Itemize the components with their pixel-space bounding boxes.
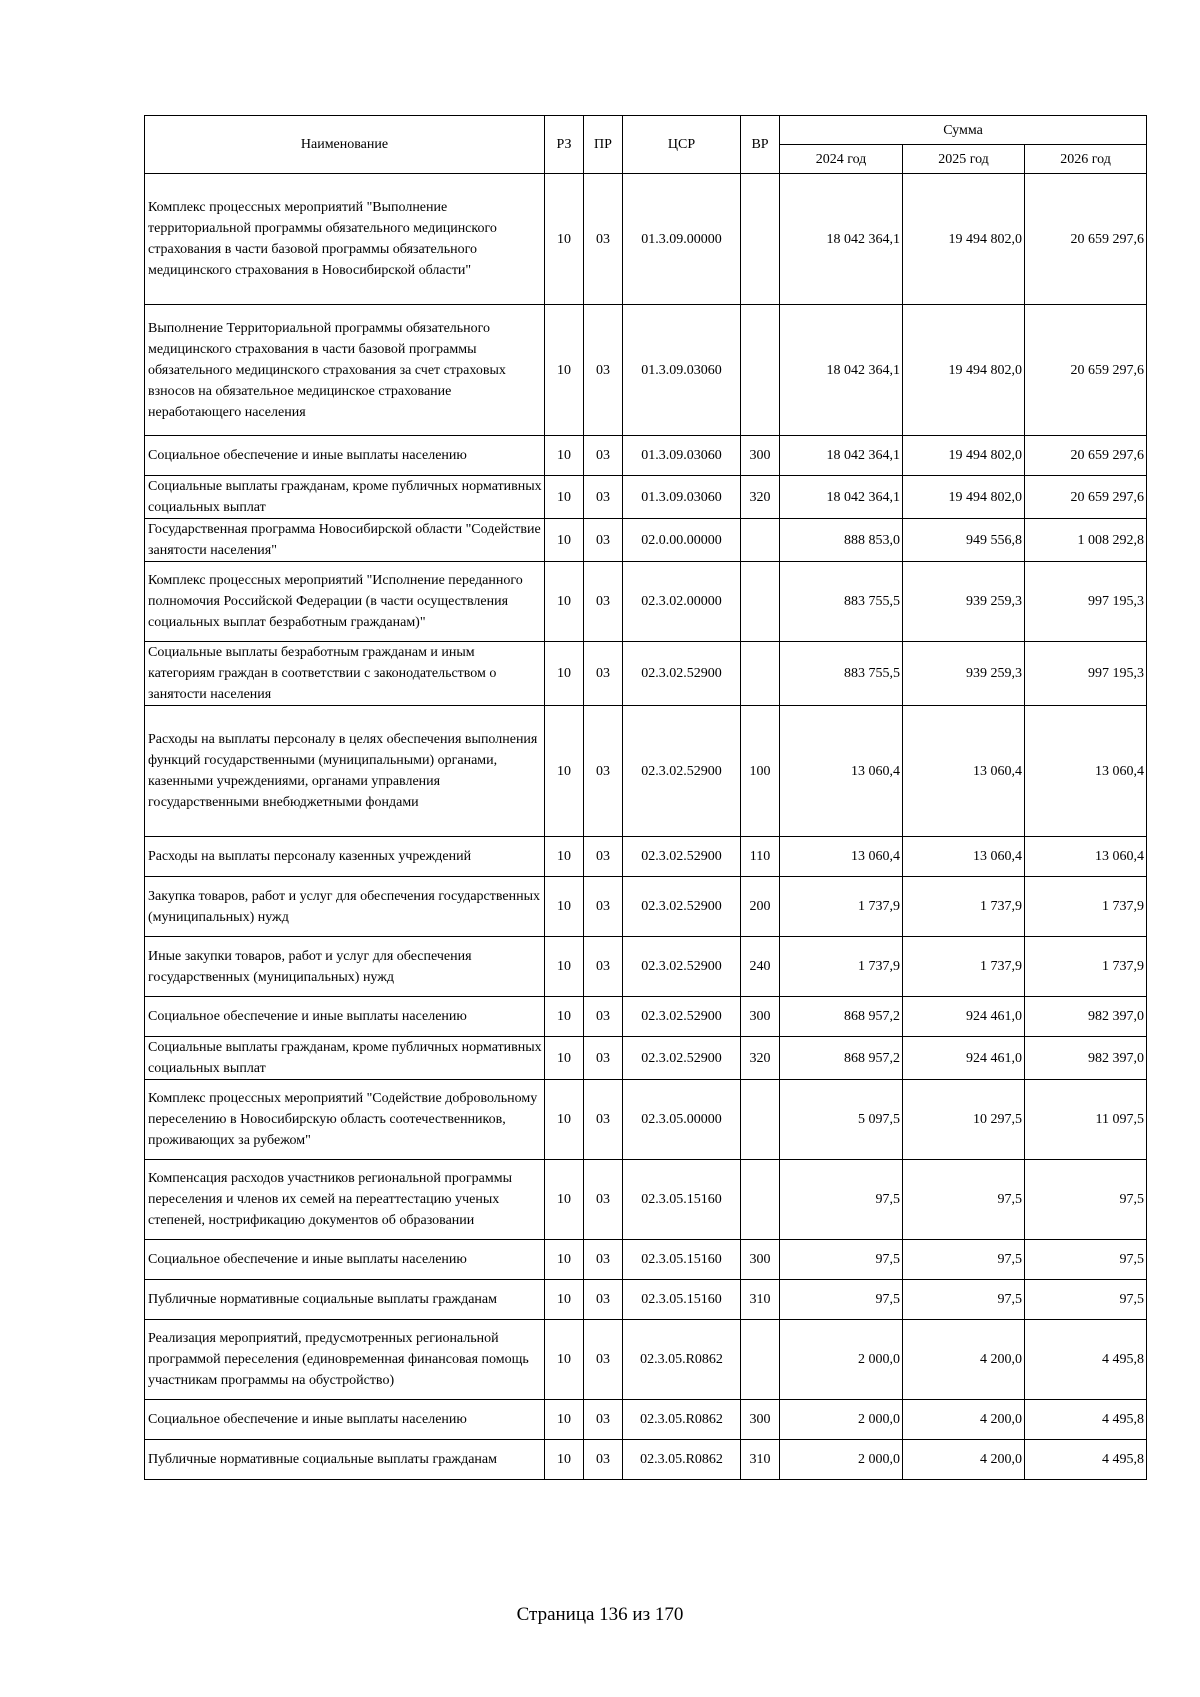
- cell-vr: [741, 562, 780, 642]
- cell-sum-2024: 1 737,9: [780, 937, 903, 997]
- table-row: [145, 1440, 1147, 1480]
- cell-pr: 03: [584, 1320, 623, 1400]
- cell-sum-2025: 939 259,3: [903, 562, 1025, 642]
- table-row: [145, 1037, 1147, 1080]
- cell-sum-2025: 19 494 802,0: [903, 476, 1025, 519]
- cell-rz: 10: [545, 937, 584, 997]
- cell-vr: 310: [741, 1280, 780, 1320]
- cell-sum-2026: 20 659 297,6: [1025, 436, 1147, 476]
- cell-sum-2024: 2 000,0: [780, 1400, 903, 1440]
- cell-pr: 03: [584, 305, 623, 436]
- cell-sum-2024: 883 755,5: [780, 562, 903, 642]
- cell-sum-2025: 10 297,5: [903, 1080, 1025, 1160]
- cell-csr: 02.3.02.52900: [623, 706, 741, 837]
- cell-rz: 10: [545, 1320, 584, 1400]
- cell-vr: [741, 1160, 780, 1240]
- cell-name: Выполнение Территориальной программы обязательного медицинского страхования в части базовой программы обязательного медицинского страхования за счет страховых взносов на обязательное медицинское страхование неработающего населения: [145, 305, 545, 436]
- cell-vr: 300: [741, 1400, 780, 1440]
- table-row: [145, 706, 1147, 837]
- cell-rz: 10: [545, 706, 584, 837]
- cell-sum-2024: 5 097,5: [780, 1080, 903, 1160]
- cell-vr: 300: [741, 1240, 780, 1280]
- cell-csr: 02.3.05.15160: [623, 1280, 741, 1320]
- cell-sum-2025: 19 494 802,0: [903, 436, 1025, 476]
- cell-sum-2026: 997 195,3: [1025, 642, 1147, 706]
- table-row: [145, 937, 1147, 997]
- header-pr: ПР: [584, 116, 623, 174]
- cell-pr: 03: [584, 1280, 623, 1320]
- cell-rz: 10: [545, 837, 584, 877]
- cell-sum-2025: 19 494 802,0: [903, 305, 1025, 436]
- cell-vr: 310: [741, 1440, 780, 1480]
- cell-name: Социальные выплаты гражданам, кроме публичных нормативных социальных выплат: [145, 476, 545, 519]
- cell-sum-2024: 18 042 364,1: [780, 305, 903, 436]
- cell-csr: 02.3.05.00000: [623, 1080, 741, 1160]
- cell-pr: 03: [584, 1400, 623, 1440]
- cell-csr: 02.3.05.R0862: [623, 1320, 741, 1400]
- cell-rz: 10: [545, 1160, 584, 1240]
- cell-name: Закупка товаров, работ и услуг для обеспечения государственных (муниципальных) нужд: [145, 877, 545, 937]
- table-row: [145, 305, 1147, 436]
- cell-csr: 02.3.02.52900: [623, 642, 741, 706]
- table-row: [145, 1160, 1147, 1240]
- cell-name: Комплекс процессных мероприятий "Выполнение территориальной программы обязательного медицинского страхования в части базовой программы обязательного медицинского страхования в Новосибирской области": [145, 174, 545, 305]
- table-body: [145, 174, 1147, 1480]
- cell-csr: 02.3.02.52900: [623, 1037, 741, 1080]
- cell-sum-2024: 883 755,5: [780, 642, 903, 706]
- cell-sum-2026: 4 495,8: [1025, 1440, 1147, 1480]
- cell-pr: 03: [584, 877, 623, 937]
- table-row: [145, 436, 1147, 476]
- cell-vr: [741, 642, 780, 706]
- cell-csr: 02.3.02.52900: [623, 877, 741, 937]
- header-sum: Сумма: [780, 116, 1147, 145]
- cell-sum-2026: 97,5: [1025, 1240, 1147, 1280]
- table-row: [145, 174, 1147, 305]
- cell-sum-2025: 13 060,4: [903, 837, 1025, 877]
- cell-name: Расходы на выплаты персоналу казенных учреждений: [145, 837, 545, 877]
- cell-csr: 02.3.02.00000: [623, 562, 741, 642]
- cell-rz: 10: [545, 1280, 584, 1320]
- table-row: [145, 1280, 1147, 1320]
- cell-vr: 240: [741, 937, 780, 997]
- cell-sum-2024: 2 000,0: [780, 1320, 903, 1400]
- cell-name: Комплекс процессных мероприятий "Исполнение переданного полномочия Российской Федерации (в части осуществления социальных выплат безработным гражданам)": [145, 562, 545, 642]
- cell-name: Социальные выплаты гражданам, кроме публичных нормативных социальных выплат: [145, 1037, 545, 1080]
- table-row: [145, 1400, 1147, 1440]
- cell-name: Расходы на выплаты персоналу в целях обеспечения выполнения функций государственными (муниципальными) органами, казенными учреждениями, органами управления государственными внебюджетными фондами: [145, 706, 545, 837]
- cell-csr: 01.3.09.00000: [623, 174, 741, 305]
- cell-sum-2024: 1 737,9: [780, 877, 903, 937]
- cell-sum-2025: 4 200,0: [903, 1320, 1025, 1400]
- cell-sum-2026: 1 008 292,8: [1025, 519, 1147, 562]
- table-row: [145, 877, 1147, 937]
- header-vr: ВР: [741, 116, 780, 174]
- cell-vr: 200: [741, 877, 780, 937]
- cell-sum-2025: 97,5: [903, 1280, 1025, 1320]
- cell-sum-2025: 4 200,0: [903, 1440, 1025, 1480]
- table-row: [145, 519, 1147, 562]
- header-year-2026: 2026 год: [1025, 145, 1147, 174]
- cell-sum-2024: 2 000,0: [780, 1440, 903, 1480]
- cell-name: Социальное обеспечение и иные выплаты населению: [145, 436, 545, 476]
- cell-sum-2024: 18 042 364,1: [780, 436, 903, 476]
- cell-csr: 02.0.00.00000: [623, 519, 741, 562]
- table-row: [145, 476, 1147, 519]
- cell-sum-2025: 1 737,9: [903, 877, 1025, 937]
- cell-name: Комплекс процессных мероприятий "Содействие добровольному переселению в Новосибирскую область соотечественников, проживающих за рубежом": [145, 1080, 545, 1160]
- cell-sum-2024: 97,5: [780, 1240, 903, 1280]
- cell-vr: [741, 519, 780, 562]
- cell-sum-2026: 13 060,4: [1025, 706, 1147, 837]
- cell-csr: 02.3.05.15160: [623, 1240, 741, 1280]
- cell-pr: 03: [584, 837, 623, 877]
- cell-rz: 10: [545, 1400, 584, 1440]
- cell-sum-2026: 4 495,8: [1025, 1400, 1147, 1440]
- cell-sum-2025: 949 556,8: [903, 519, 1025, 562]
- cell-sum-2026: 20 659 297,6: [1025, 476, 1147, 519]
- cell-csr: 02.3.05.R0862: [623, 1440, 741, 1480]
- table-row: [145, 997, 1147, 1037]
- cell-rz: 10: [545, 642, 584, 706]
- cell-vr: 320: [741, 1037, 780, 1080]
- cell-rz: 10: [545, 1240, 584, 1280]
- cell-pr: 03: [584, 1160, 623, 1240]
- cell-sum-2025: 924 461,0: [903, 1037, 1025, 1080]
- cell-vr: 320: [741, 476, 780, 519]
- cell-rz: 10: [545, 1080, 584, 1160]
- cell-sum-2025: 97,5: [903, 1240, 1025, 1280]
- cell-rz: 10: [545, 476, 584, 519]
- cell-rz: 10: [545, 174, 584, 305]
- cell-csr: 01.3.09.03060: [623, 305, 741, 436]
- cell-vr: [741, 174, 780, 305]
- cell-sum-2026: 982 397,0: [1025, 1037, 1147, 1080]
- cell-sum-2026: 997 195,3: [1025, 562, 1147, 642]
- cell-sum-2026: 1 737,9: [1025, 877, 1147, 937]
- cell-pr: 03: [584, 436, 623, 476]
- cell-name: Социальные выплаты безработным гражданам и иным категориям граждан в соответствии с законодательством о занятости населения: [145, 642, 545, 706]
- cell-rz: 10: [545, 562, 584, 642]
- cell-sum-2025: 97,5: [903, 1160, 1025, 1240]
- cell-sum-2026: 97,5: [1025, 1160, 1147, 1240]
- cell-csr: 02.3.02.52900: [623, 997, 741, 1037]
- cell-rz: 10: [545, 305, 584, 436]
- cell-sum-2025: 4 200,0: [903, 1400, 1025, 1440]
- cell-sum-2024: 97,5: [780, 1160, 903, 1240]
- cell-sum-2025: 19 494 802,0: [903, 174, 1025, 305]
- cell-pr: 03: [584, 937, 623, 997]
- cell-pr: 03: [584, 519, 623, 562]
- cell-sum-2026: 20 659 297,6: [1025, 305, 1147, 436]
- cell-pr: 03: [584, 997, 623, 1037]
- table-header: [145, 116, 1147, 174]
- budget-table: [144, 115, 1147, 1480]
- cell-vr: [741, 1320, 780, 1400]
- cell-sum-2026: 20 659 297,6: [1025, 174, 1147, 305]
- cell-vr: 110: [741, 837, 780, 877]
- cell-name: Компенсация расходов участников региональной программы переселения и членов их семей на переаттестацию ученых степеней, нострификацию документов об образовании: [145, 1160, 545, 1240]
- cell-name: Иные закупки товаров, работ и услуг для обеспечения государственных (муниципальных) нужд: [145, 937, 545, 997]
- cell-pr: 03: [584, 1240, 623, 1280]
- cell-pr: 03: [584, 1037, 623, 1080]
- cell-sum-2026: 982 397,0: [1025, 997, 1147, 1037]
- table-row: [145, 837, 1147, 877]
- cell-pr: 03: [584, 642, 623, 706]
- cell-vr: 100: [741, 706, 780, 837]
- header-rz: РЗ: [545, 116, 584, 174]
- cell-sum-2024: 888 853,0: [780, 519, 903, 562]
- cell-vr: [741, 1080, 780, 1160]
- cell-csr: 02.3.02.52900: [623, 837, 741, 877]
- cell-csr: 02.3.02.52900: [623, 937, 741, 997]
- header-csr: ЦСР: [623, 116, 741, 174]
- cell-sum-2024: 18 042 364,1: [780, 476, 903, 519]
- table-row: [145, 1320, 1147, 1400]
- cell-name: Социальное обеспечение и иные выплаты населению: [145, 1240, 545, 1280]
- cell-csr: 01.3.09.03060: [623, 476, 741, 519]
- header-year-2024: 2024 год: [780, 145, 903, 174]
- cell-sum-2026: 1 737,9: [1025, 937, 1147, 997]
- header-year-2025: 2025 год: [903, 145, 1025, 174]
- cell-sum-2024: 13 060,4: [780, 837, 903, 877]
- header-name: Наименование: [145, 116, 545, 174]
- cell-name: Социальное обеспечение и иные выплаты населению: [145, 1400, 545, 1440]
- cell-csr: 02.3.05.R0862: [623, 1400, 741, 1440]
- cell-vr: 300: [741, 997, 780, 1037]
- cell-sum-2024: 18 042 364,1: [780, 174, 903, 305]
- cell-pr: 03: [584, 1080, 623, 1160]
- cell-sum-2024: 13 060,4: [780, 706, 903, 837]
- cell-vr: [741, 305, 780, 436]
- cell-sum-2025: 13 060,4: [903, 706, 1025, 837]
- table-row: [145, 1240, 1147, 1280]
- cell-rz: 10: [545, 436, 584, 476]
- cell-name: Реализация мероприятий, предусмотренных региональной программой переселения (единовременная финансовая помощь участникам программы на обустройство): [145, 1320, 545, 1400]
- cell-sum-2026: 11 097,5: [1025, 1080, 1147, 1160]
- cell-sum-2025: 924 461,0: [903, 997, 1025, 1037]
- cell-rz: 10: [545, 997, 584, 1037]
- cell-sum-2026: 13 060,4: [1025, 837, 1147, 877]
- cell-sum-2024: 868 957,2: [780, 997, 903, 1037]
- cell-rz: 10: [545, 1037, 584, 1080]
- page-number: Страница 136 из 170: [516, 1604, 684, 1625]
- cell-csr: 02.3.05.15160: [623, 1160, 741, 1240]
- cell-pr: 03: [584, 706, 623, 837]
- cell-rz: 10: [545, 1440, 584, 1480]
- cell-rz: 10: [545, 877, 584, 937]
- cell-name: Государственная программа Новосибирской области "Содействие занятости населения": [145, 519, 545, 562]
- cell-name: Социальное обеспечение и иные выплаты населению: [145, 997, 545, 1037]
- cell-pr: 03: [584, 562, 623, 642]
- cell-sum-2026: 4 495,8: [1025, 1320, 1147, 1400]
- table-row: [145, 642, 1147, 706]
- cell-sum-2024: 97,5: [780, 1280, 903, 1320]
- table-row: [145, 562, 1147, 642]
- cell-name: Публичные нормативные социальные выплаты гражданам: [145, 1280, 545, 1320]
- cell-sum-2026: 97,5: [1025, 1280, 1147, 1320]
- cell-csr: 01.3.09.03060: [623, 436, 741, 476]
- table-row: [145, 1080, 1147, 1160]
- cell-pr: 03: [584, 1440, 623, 1480]
- cell-pr: 03: [584, 174, 623, 305]
- cell-rz: 10: [545, 519, 584, 562]
- cell-sum-2025: 939 259,3: [903, 642, 1025, 706]
- cell-name: Публичные нормативные социальные выплаты гражданам: [145, 1440, 545, 1480]
- cell-vr: 300: [741, 436, 780, 476]
- cell-sum-2025: 1 737,9: [903, 937, 1025, 997]
- cell-sum-2024: 868 957,2: [780, 1037, 903, 1080]
- cell-pr: 03: [584, 476, 623, 519]
